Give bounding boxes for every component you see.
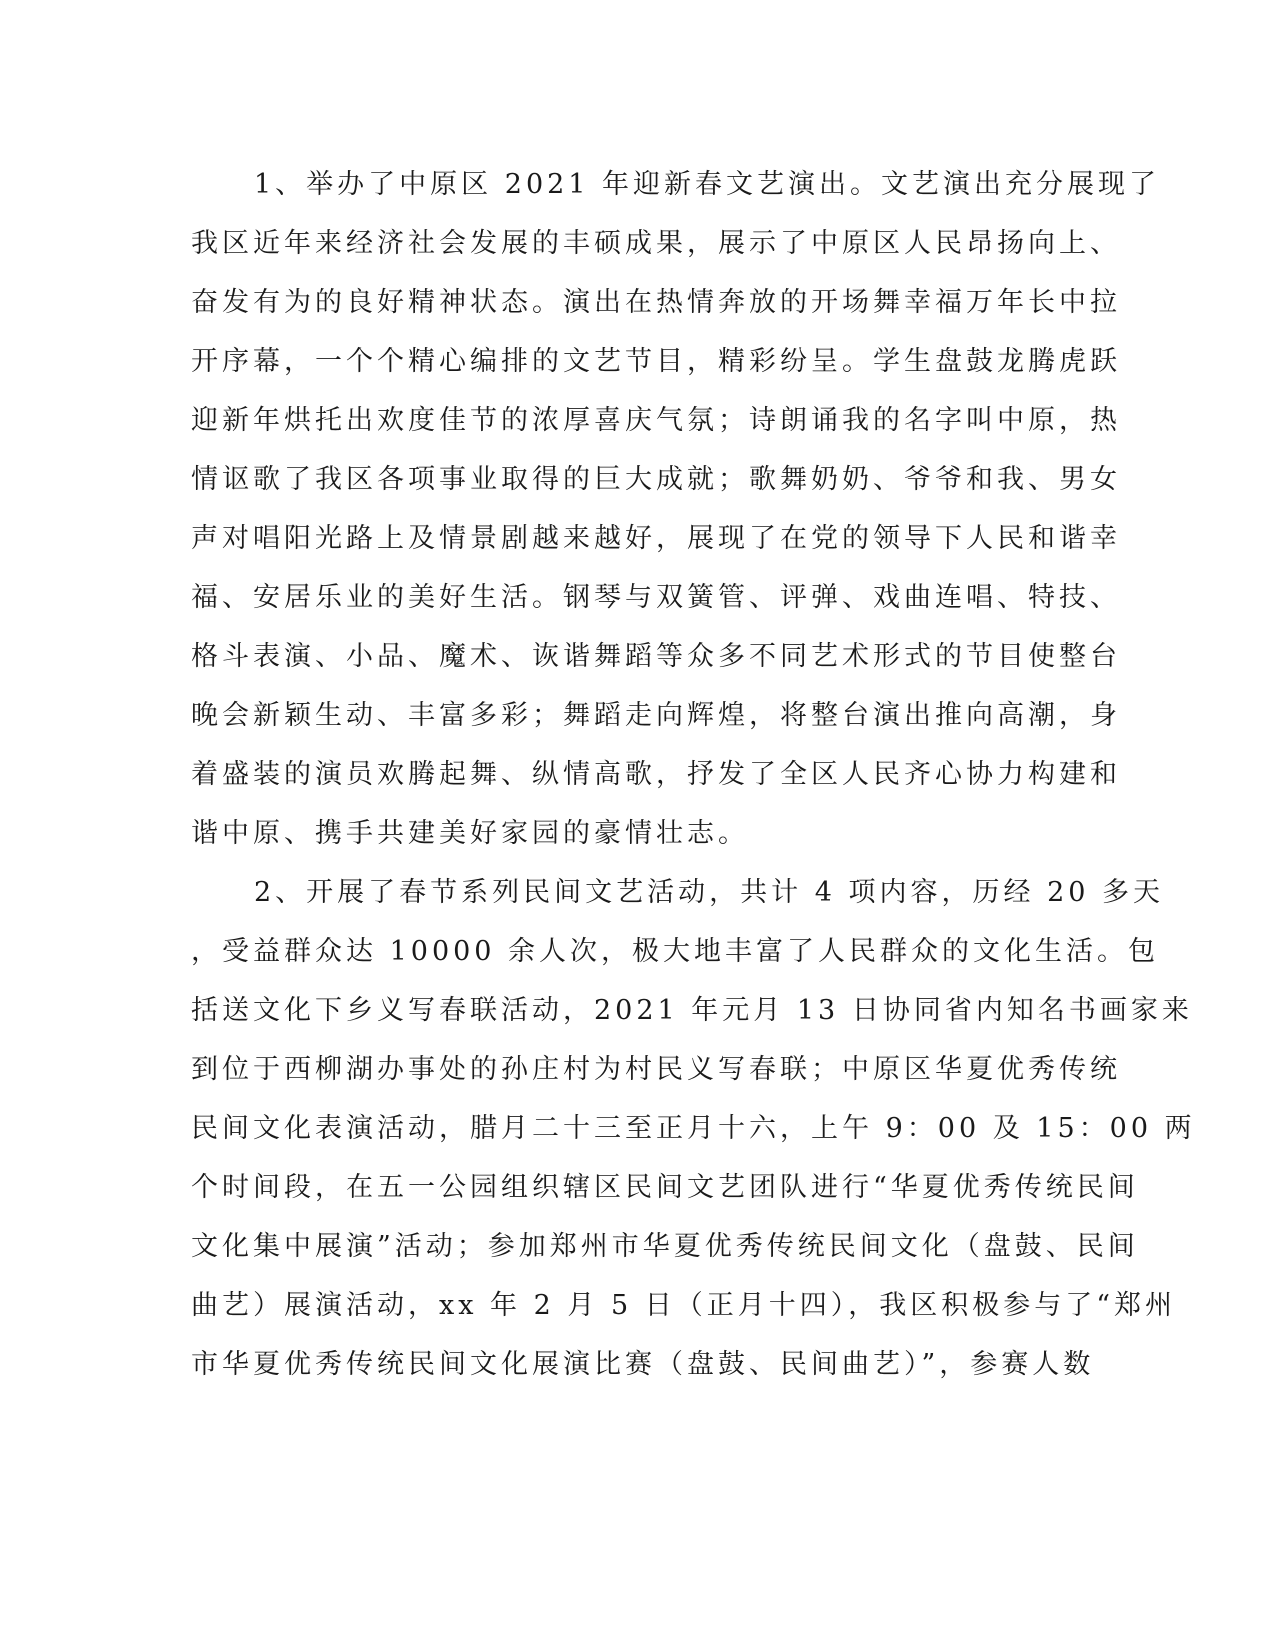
- paragraph-2-line-5: 民间文化表演活动，腊月二十三至正月十六，上午 9：00 及 15：00 两: [191, 1113, 1196, 1144]
- paragraph-2-line-9: 市华夏优秀传统民间文化展演比赛（盘鼓、民间曲艺）”，参赛人数: [191, 1349, 1095, 1380]
- paragraph-2-line-2: ，受益群众达 10000 余人次，极大地丰富了人民群众的文化生活。包: [191, 936, 1160, 967]
- paragraph-1-line-6: 情讴歌了我区各项事业取得的巨大成就；歌舞奶奶、爷爷和我、男女: [191, 464, 1121, 495]
- paragraph-1-line-4: 开序幕，一个个精心编排的文艺节目，精彩纷呈。学生盘鼓龙腾虎跃: [191, 346, 1121, 377]
- paragraph-2-line-1: 2、开展了春节系列民间文艺活动，共计 4 项内容，历经 20 多天: [254, 877, 1165, 908]
- paragraph-2-line-3: 括送文化下乡义写春联活动，2021 年元月 13 日协同省内知名书画家来: [191, 995, 1193, 1026]
- paragraph-1-line-9: 格斗表演、小品、魔术、诙谐舞蹈等众多不同艺术形式的节目使整台: [191, 641, 1121, 672]
- paragraph-2-line-8: 曲艺）展演活动，xx 年 2 月 5 日（正月十四），我区积极参与了“郑州: [191, 1290, 1177, 1321]
- paragraph-2-line-7: 文化集中展演”活动；参加郑州市华夏优秀传统民间文化（盘鼓、民间: [191, 1231, 1139, 1262]
- paragraph-2-line-6: 个时间段，在五一公园组织辖区民间文艺团队进行“华夏优秀传统民间: [191, 1172, 1139, 1203]
- paragraph-2-line-4: 到位于西柳湖办事处的孙庄村为村民义写春联；中原区华夏优秀传统: [191, 1054, 1121, 1085]
- paragraph-1-line-1: 1、举办了中原区 2021 年迎新春文艺演出。文艺演出充分展现了: [254, 169, 1161, 200]
- paragraph-1-line-2: 我区近年来经济社会发展的丰硕成果，展示了中原区人民昂扬向上、: [191, 228, 1121, 259]
- paragraph-1-line-10: 晚会新颖生动、丰富多彩；舞蹈走向辉煌，将整台演出推向高潮，身: [191, 700, 1121, 731]
- paragraph-1-line-8: 福、安居乐业的美好生活。钢琴与双簧管、评弹、戏曲连唱、特技、: [191, 582, 1121, 613]
- paragraph-1-line-5: 迎新年烘托出欢度佳节的浓厚喜庆气氛；诗朗诵我的名字叫中原，热: [191, 405, 1121, 436]
- paragraph-1-line-12: 谐中原、携手共建美好家园的豪情壮志。: [191, 818, 749, 849]
- paragraph-1-line-11: 着盛装的演员欢腾起舞、纵情高歌，抒发了全区人民齐心协力构建和: [191, 759, 1121, 790]
- paragraph-1-line-3: 奋发有为的良好精神状态。演出在热情奔放的开场舞幸福万年长中拉: [191, 287, 1121, 318]
- paragraph-1-line-7: 声对唱阳光路上及情景剧越来越好，展现了在党的领导下人民和谐幸: [191, 523, 1121, 554]
